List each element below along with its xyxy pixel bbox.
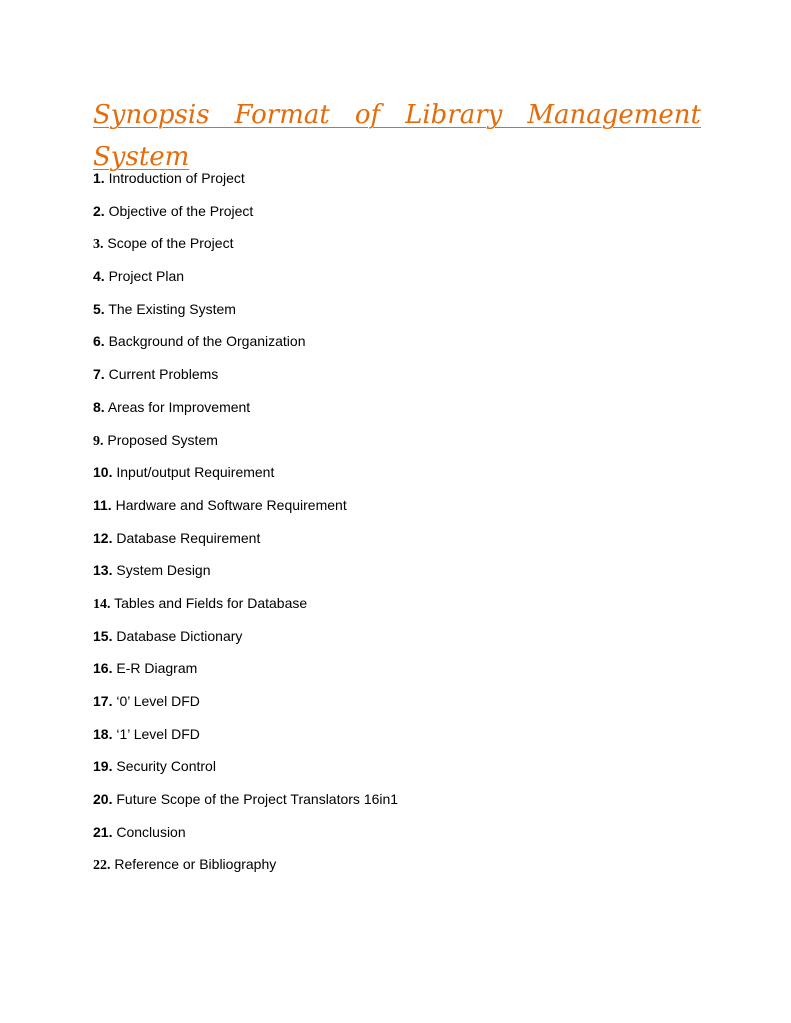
list-item-label: System Design xyxy=(116,562,211,579)
list-item-label: Objective of the Project xyxy=(108,202,254,219)
list-item-number: 16. xyxy=(93,660,113,677)
list-item xyxy=(93,167,398,200)
list-item xyxy=(93,232,398,265)
list-item-number: 11. xyxy=(93,496,112,513)
list-item xyxy=(93,265,398,298)
list-item-number: 6. xyxy=(93,333,105,350)
list-item xyxy=(93,755,398,788)
list-item-label: Background of the Organization xyxy=(108,333,306,350)
list-item-number: 2. xyxy=(93,202,105,219)
list-item-number: 8. xyxy=(93,398,105,415)
list-item-number: 20. xyxy=(93,791,113,808)
list-item xyxy=(93,690,398,723)
list-item xyxy=(93,200,398,233)
list-item-label: E-R Diagram xyxy=(116,660,198,677)
list-item xyxy=(93,788,398,821)
list-item xyxy=(93,494,398,527)
list-item-label: ‘0’ Level DFD xyxy=(116,693,200,709)
list-item-label: Hardware and Software Requirement xyxy=(115,496,347,513)
list-item xyxy=(93,429,398,462)
list-item-label: Areas for Improvement xyxy=(107,398,251,415)
list-item xyxy=(93,527,398,560)
list-item-label: Conclusion xyxy=(116,823,186,840)
list-item-number: 19. xyxy=(93,758,113,775)
list-item-number: 13. xyxy=(93,562,113,579)
list-item-number: 22. xyxy=(93,858,111,874)
list-item-label: Reference or Bibliography xyxy=(114,856,277,873)
list-item-label: Security Control xyxy=(116,758,216,775)
list-item xyxy=(93,559,398,592)
synopsis-contents-list xyxy=(93,167,398,886)
list-item-label: Input/output Requirement xyxy=(116,464,275,481)
list-item-number: 3. xyxy=(93,237,104,253)
list-item-label: Current Problems xyxy=(108,366,219,383)
list-item-label: Introduction of Project xyxy=(108,170,245,186)
document-title: Synopsis Format of Library Management System xyxy=(93,100,701,172)
list-item xyxy=(93,363,398,396)
list-item-number: 14. xyxy=(93,596,111,612)
list-item xyxy=(93,821,398,854)
list-item-number: 21. xyxy=(93,823,113,840)
list-item-number: 5. xyxy=(93,300,105,317)
list-item-number: 15. xyxy=(93,627,113,644)
list-item-number: 9. xyxy=(93,433,104,449)
list-item-label: Future Scope of the Project Translators 16in1 xyxy=(116,791,399,808)
list-item-label: Database Dictionary xyxy=(116,627,243,644)
list-item xyxy=(93,723,398,756)
list-item xyxy=(93,396,398,429)
list-item-label: Proposed System xyxy=(107,431,218,448)
list-item-number: 1. xyxy=(93,170,105,186)
list-item xyxy=(93,330,398,363)
list-item-number: 12. xyxy=(93,529,113,546)
list-item-label: Project Plan xyxy=(108,268,185,285)
list-item xyxy=(93,461,398,494)
list-item-label: Scope of the Project xyxy=(107,235,234,252)
list-item-number: 18. xyxy=(93,725,113,742)
list-item-number: 17. xyxy=(93,693,113,709)
list-item xyxy=(93,592,398,625)
list-item-label: The Existing System xyxy=(108,300,236,317)
list-item-number: 10. xyxy=(93,464,113,481)
list-item-label: Database Requirement xyxy=(116,529,261,546)
list-item xyxy=(93,625,398,658)
list-item xyxy=(93,657,398,690)
list-item-label: Tables and Fields for Database xyxy=(114,594,308,611)
list-item xyxy=(93,298,398,331)
list-item-number: 4. xyxy=(93,268,105,285)
list-item xyxy=(93,853,398,886)
list-item-number: 7. xyxy=(93,366,105,383)
list-item-label: ‘1’ Level DFD xyxy=(116,725,200,742)
